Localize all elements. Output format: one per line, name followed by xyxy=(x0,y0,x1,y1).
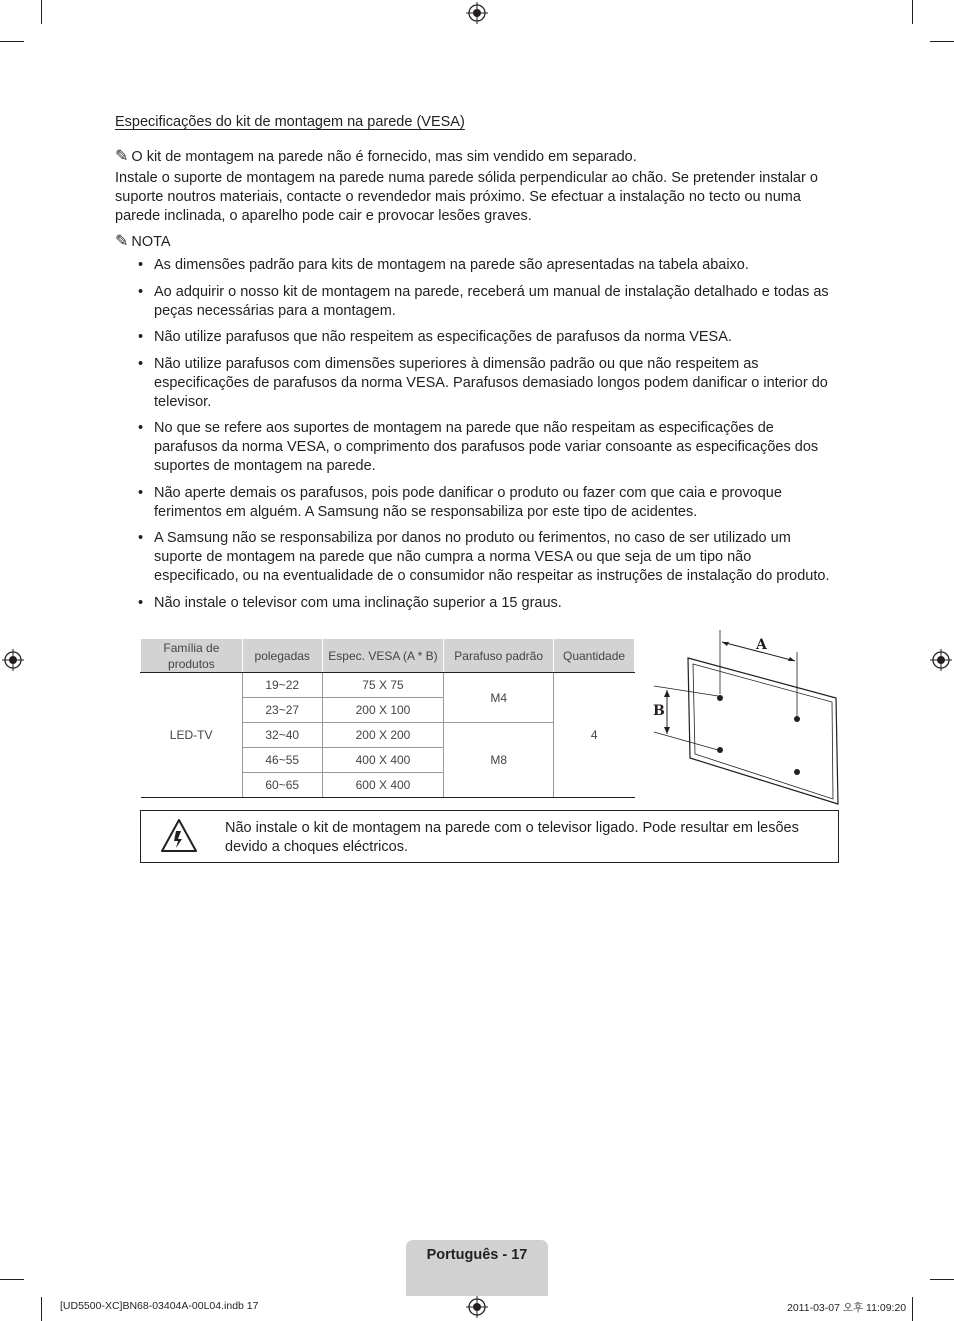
note-kit-text: O kit de montagem na parede não é fornecido, mas sim vendido em separado. xyxy=(131,149,637,165)
tv-wall-mount-diagram xyxy=(650,628,842,810)
print-slug-date: 2011-03-07 오후 11:09:20 xyxy=(787,1302,907,1314)
crop-mark xyxy=(41,1297,42,1321)
crop-mark xyxy=(41,0,42,24)
installation-paragraph: Instale o suporte de montagem na parede numa parede sólida perpendicular ao chão. Se pretender instalar o suporte noutros materiais, contacte o revendedor mais próximo. Se efectuar a instalação no tecto ou numa parede inclinada, o aparelho pode cair e provocar lesões graves. xyxy=(115,170,818,225)
list-item: • Não utilize parafusos com dimensões superiores à dimensão padrão ou que não respeitem as especificações de parafusos da norma VESA. Parafusos demasiado longos podem danificar o interior do televisor. xyxy=(138,355,838,412)
registration-mark-icon xyxy=(466,1296,488,1318)
pencil-note-icon: ✎ xyxy=(115,146,129,165)
table-cell-screw: M4 xyxy=(444,673,554,723)
table-header: Espec. VESA (A * B) xyxy=(322,639,444,673)
vesa-spec-table xyxy=(140,639,635,798)
list-item: • No que se refere aos suportes de montagem na parede que não respeitam as especificações de parafusos da norma VESA, o comprimento dos parafusos pode variar consoante as especificações dos suportes de montagem na parede. xyxy=(138,419,838,476)
crop-mark xyxy=(912,1297,913,1321)
warning-text: Não instale o kit de montagem na parede com o televisor ligado. Pode resultar em lesões devido a choques eléctricos. xyxy=(225,820,799,855)
table-cell-vesa: 200 X 200 xyxy=(322,723,444,748)
table-cell-screw: M8 xyxy=(444,723,554,798)
crop-mark xyxy=(930,1279,954,1280)
registration-mark-icon xyxy=(930,649,952,671)
list-item: • Não utilize parafusos que não respeitem as especificações de parafusos da norma VESA. xyxy=(138,328,838,347)
page-number-tab xyxy=(406,1240,548,1296)
electric-shock-warning-icon xyxy=(160,817,198,855)
table-cell-vesa: 75 X 75 xyxy=(322,673,444,698)
table-cell-size: 46~55 xyxy=(242,748,322,773)
table-cell-size: 60~65 xyxy=(242,773,322,798)
diagram-label-a: A xyxy=(756,637,767,653)
page-label: Português - 17 xyxy=(426,1247,528,1263)
crop-mark xyxy=(930,41,954,42)
note-bullet-list xyxy=(138,256,838,620)
note-kit xyxy=(115,146,637,165)
table-header: Parafuso padrão xyxy=(444,639,554,673)
table-header: Quantidade xyxy=(554,639,635,673)
note-label: NOTA xyxy=(131,234,171,250)
table-header: polegadas xyxy=(242,639,322,673)
list-item: • Não aperte demais os parafusos, pois pode danificar o produto ou fazer com que caia e provoque ferimentos em alguém. A Samsung não se responsabiliza por este tipo de acidentes. xyxy=(138,484,838,522)
table-cell-size: 19~22 xyxy=(242,673,322,698)
list-item: • As dimensões padrão para kits de montagem na parede são apresentadas na tabela abaixo. xyxy=(138,256,838,275)
table-cell-quantity: 4 xyxy=(554,673,635,798)
table-cell-size: 32~40 xyxy=(242,723,322,748)
list-item: • Não instale o televisor com uma inclinação superior a 15 graus. xyxy=(138,594,838,613)
list-item: • A Samsung não se responsabiliza por danos no produto ou ferimentos, no caso de ser utilizado um suporte de montagem na parede que não cumpra a norma VESA ou que seja de um tipo não especificado, ou na eventualidade de o consumidor não respeitar as instruções de instalação do produto. xyxy=(138,529,838,586)
diagram-label-b: B xyxy=(653,703,665,719)
table-cell-vesa: 200 X 100 xyxy=(322,698,444,723)
section-title: Especificações do kit de montagem na parede (VESA) xyxy=(115,114,465,130)
table-cell-vesa: 600 X 400 xyxy=(322,773,444,798)
crop-mark xyxy=(912,0,913,24)
table-header: Família de produtos xyxy=(141,639,243,673)
crop-mark xyxy=(0,1279,24,1280)
table-cell-size: 23~27 xyxy=(242,698,322,723)
registration-mark-icon xyxy=(466,2,488,24)
registration-mark-icon xyxy=(2,649,24,671)
pencil-note-icon: ✎ xyxy=(115,231,129,250)
table-cell-family: LED-TV xyxy=(141,673,243,798)
list-item: • Ao adquirir o nosso kit de montagem na parede, receberá um manual de instalação detalhado e todas as peças necessárias para a montagem. xyxy=(138,283,838,321)
crop-mark xyxy=(0,41,24,42)
warning-box xyxy=(140,810,839,863)
print-slug-file: [UD5500-XC]BN68-03404A-00L04.indb 17 xyxy=(60,1300,259,1312)
table-cell-vesa: 400 X 400 xyxy=(322,748,444,773)
table-row xyxy=(141,673,635,698)
note-heading xyxy=(115,231,171,250)
table-header-row xyxy=(141,639,635,673)
